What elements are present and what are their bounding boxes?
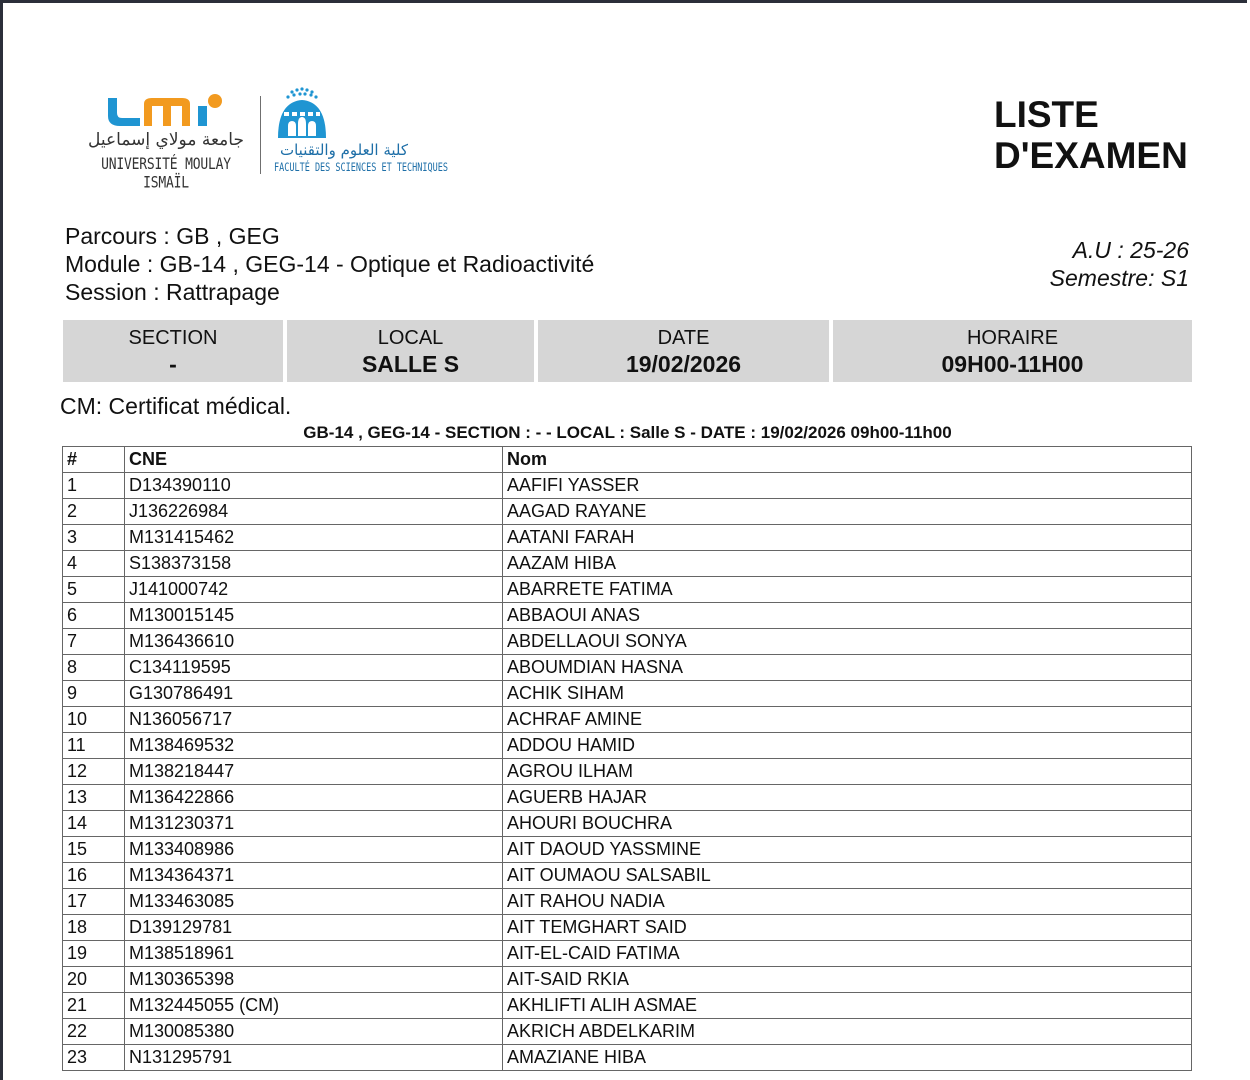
horaire-value: 09H00-11H00 — [941, 351, 1084, 377]
row-number: 20 — [63, 967, 125, 993]
row-nom: AAZAM HIBA — [503, 551, 1192, 577]
table-row — [63, 759, 1192, 785]
table-row — [63, 577, 1192, 603]
row-number: 16 — [63, 863, 125, 889]
row-nom: AAGAD RAYANE — [503, 499, 1192, 525]
section-value: - — [169, 351, 177, 377]
row-cne: D134390110 — [125, 473, 503, 499]
header-number: # — [63, 447, 125, 473]
row-cne: C134119595 — [125, 655, 503, 681]
row-number: 18 — [63, 915, 125, 941]
annee-line: A.U : 25-26 — [1072, 237, 1189, 263]
table-row — [63, 681, 1192, 707]
row-nom: AIT-EL-CAID FATIMA — [503, 941, 1192, 967]
row-number: 15 — [63, 837, 125, 863]
row-number: 3 — [63, 525, 125, 551]
table-row — [63, 499, 1192, 525]
row-cne: S138373158 — [125, 551, 503, 577]
row-number: 4 — [63, 551, 125, 577]
row-nom: ABDELLAOUI SONYA — [503, 629, 1192, 655]
row-nom: AKRICH ABDELKARIM — [503, 1019, 1192, 1045]
row-cne: M130015145 — [125, 603, 503, 629]
row-nom: AATANI FARAH — [503, 525, 1192, 551]
umi-latin-name: UNIVERSITÉ MOULAY ISMAÏL — [101, 155, 231, 193]
row-cne: M136436610 — [125, 629, 503, 655]
umi-arabic-name: جامعة مولاي إسماعيل — [88, 130, 244, 150]
module-line: Module : GB-14 , GEG-14 - Optique et Radioactivité — [65, 251, 595, 277]
row-nom: AMAZIANE HIBA — [503, 1045, 1192, 1071]
date-label: DATE — [657, 327, 710, 349]
row-cne: M138469532 — [125, 733, 503, 759]
table-row — [63, 915, 1192, 941]
table-row — [63, 785, 1192, 811]
row-cne: M134364371 — [125, 863, 503, 889]
row-number: 14 — [63, 811, 125, 837]
logo-divider — [260, 96, 261, 174]
row-cne: M133463085 — [125, 889, 503, 915]
session-line: Session : Rattrapage — [65, 279, 280, 305]
row-number: 8 — [63, 655, 125, 681]
row-number: 22 — [63, 1019, 125, 1045]
table-row — [63, 603, 1192, 629]
table-row — [63, 863, 1192, 889]
table-row — [63, 993, 1192, 1019]
row-nom: AIT DAOUD YASSMINE — [503, 837, 1192, 863]
table-row — [63, 733, 1192, 759]
table-header-row — [63, 447, 1192, 473]
table-caption: GB-14 , GEG-14 - SECTION : - - LOCAL : Salle S - DATE : 19/02/2026 09h00-11h00 — [303, 423, 952, 442]
cm-legend: CM: Certificat médical. — [60, 393, 292, 419]
row-number: 7 — [63, 629, 125, 655]
fst-arabic-name: كلية العلوم والتقنيات — [279, 141, 409, 159]
row-number: 12 — [63, 759, 125, 785]
header-nom: Nom — [503, 447, 1192, 473]
parcours-line: Parcours : GB , GEG — [65, 223, 280, 249]
table-body — [63, 473, 1192, 1071]
row-nom: AIT-SAID RKIA — [503, 967, 1192, 993]
row-nom: ACHRAF AMINE — [503, 707, 1192, 733]
fst-latin-name: FACULTÉ DES SCIENCES ET TECHNIQUES — [274, 162, 448, 175]
table-row — [63, 811, 1192, 837]
horaire-label: HORAIRE — [966, 327, 1059, 349]
row-nom: AKHLIFTI ALIH ASMAE — [503, 993, 1192, 1019]
row-nom: ADDOU HAMID — [503, 733, 1192, 759]
table-row — [63, 837, 1192, 863]
row-number: 19 — [63, 941, 125, 967]
table-row — [63, 551, 1192, 577]
summary-local — [287, 320, 534, 382]
row-number: 21 — [63, 993, 125, 1019]
row-nom: ACHIK SIHAM — [503, 681, 1192, 707]
header-cne: CNE — [125, 447, 503, 473]
table-row — [63, 707, 1192, 733]
row-number: 10 — [63, 707, 125, 733]
date-value: 19/02/2026 — [625, 351, 742, 377]
table-row — [63, 941, 1192, 967]
row-number: 6 — [63, 603, 125, 629]
row-nom: AAFIFI YASSER — [503, 473, 1192, 499]
row-cne: J141000742 — [125, 577, 503, 603]
row-cne: M130085380 — [125, 1019, 503, 1045]
local-value: SALLE S — [361, 351, 460, 377]
exam-info — [65, 222, 594, 306]
table-row — [63, 889, 1192, 915]
row-nom: AIT RAHOU NADIA — [503, 889, 1192, 915]
row-cne: M133408986 — [125, 837, 503, 863]
row-cne: M138218447 — [125, 759, 503, 785]
exam-summary-band — [63, 320, 1192, 382]
row-cne: D139129781 — [125, 915, 503, 941]
table-row — [63, 525, 1192, 551]
row-number: 1 — [63, 473, 125, 499]
row-cne: N131295791 — [125, 1045, 503, 1071]
row-number: 23 — [63, 1045, 125, 1071]
row-nom: ABARRETE FATIMA — [503, 577, 1192, 603]
title-line-2: D'EXAMEN — [994, 135, 1188, 176]
row-nom: AGROU ILHAM — [503, 759, 1192, 785]
row-number: 2 — [63, 499, 125, 525]
summary-horaire — [833, 320, 1192, 382]
row-cne: N136056717 — [125, 707, 503, 733]
academic-year — [1050, 236, 1189, 292]
row-nom: ABOUMDIAN HASNA — [503, 655, 1192, 681]
row-number: 17 — [63, 889, 125, 915]
row-nom: AGUERB HAJAR — [503, 785, 1192, 811]
table-row — [63, 1019, 1192, 1045]
row-number: 9 — [63, 681, 125, 707]
local-label: LOCAL — [377, 327, 444, 349]
row-cne: M131230371 — [125, 811, 503, 837]
summary-date — [538, 320, 829, 382]
document-title — [994, 94, 1188, 176]
row-nom: AIT TEMGHART SAID — [503, 915, 1192, 941]
row-cne: M131415462 — [125, 525, 503, 551]
row-nom: AHOURI BOUCHRA — [503, 811, 1192, 837]
row-cne: M132445055 (CM) — [125, 993, 503, 1019]
section-label: SECTION — [128, 327, 218, 349]
semestre-line: Semestre: S1 — [1049, 265, 1189, 291]
summary-section — [63, 320, 283, 382]
row-cne: M136422866 — [125, 785, 503, 811]
title-line-1: LISTE — [994, 94, 1099, 135]
table-row — [63, 967, 1192, 993]
row-cne: M130365398 — [125, 967, 503, 993]
row-nom: AIT OUMAOU SALSABIL — [503, 863, 1192, 889]
row-nom: ABBAOUI ANAS — [503, 603, 1192, 629]
row-number: 13 — [63, 785, 125, 811]
student-list-table — [62, 446, 1192, 1071]
row-cne: M138518961 — [125, 941, 503, 967]
row-number: 5 — [63, 577, 125, 603]
table-row — [63, 655, 1192, 681]
row-cne: J136226984 — [125, 499, 503, 525]
table-row — [63, 629, 1192, 655]
table-row — [63, 473, 1192, 499]
table-row — [63, 1045, 1192, 1071]
row-number: 11 — [63, 733, 125, 759]
row-cne: G130786491 — [125, 681, 503, 707]
